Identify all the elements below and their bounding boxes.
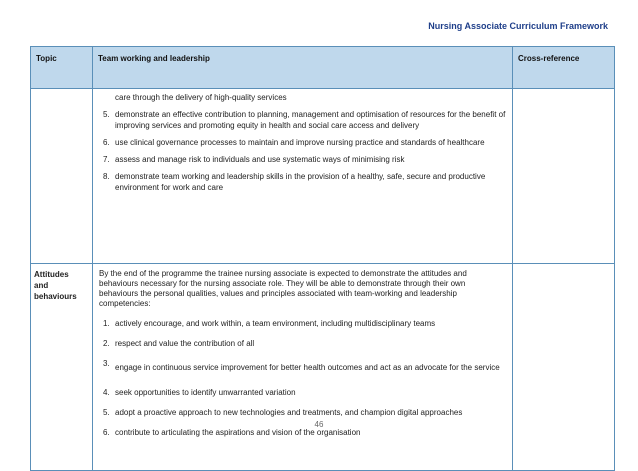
- cross-reference-cell: [513, 264, 615, 471]
- list-item: 8. demonstrate team working and leadership skills in the provision of a healthy, safe, secure and productive environment for work and care: [103, 172, 486, 192]
- content-cell: [93, 89, 513, 264]
- table-header-row: [31, 47, 615, 89]
- outcome-list: [99, 109, 506, 193]
- continued-text: care through the delivery of high-quality services: [115, 93, 287, 102]
- header-cross-reference: Cross-reference: [513, 47, 615, 89]
- list-item: 6. use clinical governance processes to maintain and improve nursing practice and standards of healthcare: [103, 138, 485, 147]
- header-team-working: Team working and leadership: [93, 47, 513, 89]
- intro-paragraph: By the end of the programme the trainee nursing associate is expected to demonstrate the attitudes and behaviours necessary for the nursing associate role. They will be able to demonstrate through their own behaviours the personal qualities, values and principles associated with team-working and leadership competencies:: [99, 269, 467, 308]
- topic-cell-empty: [31, 89, 93, 264]
- curriculum-table: [30, 46, 615, 471]
- list-item: 5. adopt a proactive approach to new technologies and treatments, and champion digital approaches: [103, 408, 463, 417]
- header-topic: Topic: [31, 47, 93, 89]
- list-item: 6. contribute to articulating the aspirations and vision of the organisation: [103, 428, 361, 437]
- list-item: 3. engage in continuous service improvement for better health outcomes and act as an advocate for the service: [103, 359, 500, 372]
- list-item: 5. demonstrate an effective contribution to planning, management and optimisation of resources for the benefit of improving services and promoting equity in health and social care access and delivery: [103, 110, 506, 130]
- content-cell: [93, 264, 513, 471]
- list-item: 1. actively encourage, and work within, a team environment, including multidisciplinary teams: [103, 319, 436, 328]
- table-row: [31, 89, 615, 264]
- list-item: 4. seek opportunities to identify unwarranted variation: [103, 388, 296, 397]
- cross-reference-cell: [513, 89, 615, 264]
- document-header-title: Nursing Associate Curriculum Framework: [428, 21, 608, 31]
- table-row: [31, 264, 615, 471]
- topic-cell-attitudes: Attitudes and behaviours: [31, 264, 93, 471]
- list-item: 2. respect and value the contribution of all: [103, 339, 255, 348]
- list-item: 7. assess and manage risk to individuals and use systematic ways of minimising risk: [103, 155, 405, 164]
- page-number: 46: [314, 420, 324, 429]
